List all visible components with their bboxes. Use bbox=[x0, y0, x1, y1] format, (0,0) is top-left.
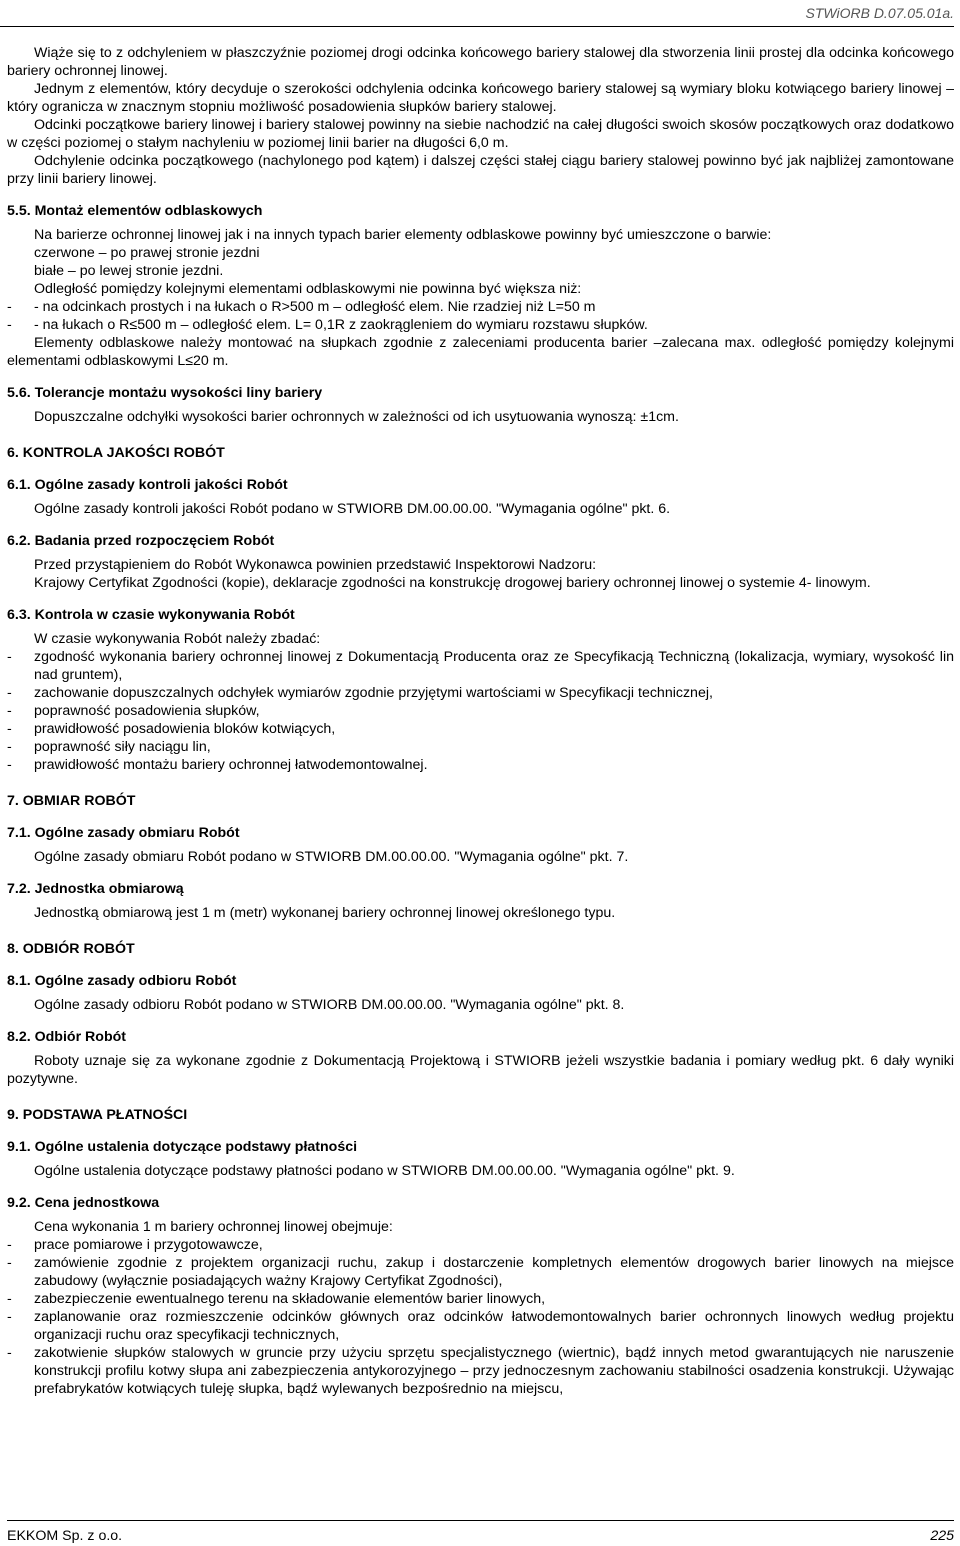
list-item bbox=[7, 738, 954, 756]
section-6-1-heading: 6.1. Ogólne zasady kontroli jakości Robót bbox=[7, 477, 288, 493]
list-item-text: zakotwienie słupków stalowych w gruncie przy użyciu sprzętu specjalistycznego (wiertnic), bądź innych metod gwarantujących nie naruszenie konstrukcji profilu kotwy słupa ani zabezpieczenia antykorozyjnego – przy jednoczesnym zachowaniu stabilności osadzenia konstrukcji. Używając prefabrykatów kotwiących tuleję słupka, bądź wylewanych bezpośrednio na miejscu, bbox=[34, 1345, 954, 1397]
section-8-1-heading: 8.1. Ogólne zasady odbioru Robót bbox=[7, 973, 237, 989]
s72-paragraph-1: Jednostką obmiarową jest 1 m (metr) wykonanej bariery ochronnej linowej określonego typu. bbox=[34, 905, 616, 921]
list-item-text: zamówienie zgodnie z projektem organizacji ruchu, zakup i dostarczenie kompletnych elementów drogowych barier linowych na miejsce zabudowy (wyłącznie posiadających ważny Krajowy Certyfikat Zgodności), bbox=[34, 1255, 954, 1289]
section-6-2-heading: 6.2. Badania przed rozpoczęciem Robót bbox=[7, 533, 275, 549]
dash-marker: - bbox=[7, 1345, 12, 1361]
s56-paragraph-1: Dopuszczalne odchyłki wysokości barier ochronnych w zależności od ich usytuowania wynoszą: ±1cm. bbox=[34, 409, 679, 425]
section-5-6-heading: 5.6. Tolerancje montażu wysokości liny bariery bbox=[7, 385, 323, 401]
dash-marker: - bbox=[7, 1291, 12, 1307]
list-item-text: poprawność posadowienia słupków, bbox=[34, 703, 260, 719]
s55-white-line: białe – po lewej stronie jezdni. bbox=[34, 263, 224, 279]
section-9-1-heading: 9.1. Ogólne ustalenia dotyczące podstawy płatności bbox=[7, 1139, 358, 1155]
dash-marker: - bbox=[7, 757, 12, 773]
intro-paragraph-1: Wiąże się to z odchyleniem w płaszczyźnie poziomej drogi odcinka końcowego bariery stalowej dla stworzenia linii prostej dla odcinka końcowego bariery ochronnej linowej. bbox=[7, 45, 954, 79]
section-5-5-heading: 5.5. Montaż elementów odblaskowych bbox=[7, 203, 263, 219]
list-item-text: poprawność siły naciągu lin, bbox=[34, 739, 211, 755]
section-7-heading: 7. OBMIAR ROBÓT bbox=[7, 793, 136, 809]
s82-paragraph-1: Roboty uznaje się za wykonane zgodnie z Dokumentacją Projektową i STWIORB jeżeli wszystkie badania i pomiary według pkt. 6 dały wyniki pozytywne. bbox=[7, 1053, 954, 1087]
page-body bbox=[7, 44, 954, 1398]
s81-paragraph-1: Ogólne zasady odbioru Robót podano w STWIORB DM.00.00.00. "Wymagania ogólne" pkt. 8. bbox=[34, 997, 625, 1013]
dash-marker: - bbox=[7, 703, 12, 719]
document-code: STWiORB D.07.05.01a. bbox=[805, 5, 954, 21]
list-item-text: prawidłowość posadowienia bloków kotwiących, bbox=[34, 721, 336, 737]
list-item bbox=[7, 702, 954, 720]
list-item-text: zaplanowanie oraz rozmieszczenie odcinków głównych oraz odcinków łatwodemontowalnych barier ochronnych linowych według projektu organizacji ruchu oraz specyfikacji technicznych, bbox=[34, 1309, 954, 1343]
s55-bullet-1-text: - na odcinkach prostych i na łukach o R>500 m – odległość elem. Nie rzadziej niż L=50 m bbox=[34, 299, 596, 315]
dash-marker: - bbox=[7, 721, 12, 737]
section-6-3-heading: 6.3. Kontrola w czasie wykonywania Robót bbox=[7, 607, 295, 623]
list-item-text: zgodność wykonania bariery ochronnej linowej z Dokumentacją Producenta oraz ze Specyfikacją Techniczną (lokalizacja, wymiary, wysokość lin nad gruntem), bbox=[34, 649, 954, 683]
s55-bullet-2-text: - na łukach o R≤500 m – odległość elem. L= 0,1R z zaokrągleniem do wymiaru rozstawu słupków. bbox=[34, 317, 648, 333]
list-item bbox=[7, 756, 954, 774]
page-header bbox=[0, 0, 954, 27]
dash-marker: - bbox=[7, 739, 12, 755]
section-8-2-heading: 8.2. Odbiór Robót bbox=[7, 1029, 127, 1045]
list-item bbox=[7, 1290, 954, 1308]
s55-red-line: czerwone – po prawej stronie jezdni bbox=[34, 245, 260, 261]
s71-paragraph-1: Ogólne zasady obmiaru Robót podano w STWIORB DM.00.00.00. "Wymagania ogólne" pkt. 7. bbox=[34, 849, 629, 865]
section-9-2-heading: 9.2. Cena jednostkowa bbox=[7, 1195, 160, 1211]
s92-paragraph-1: Cena wykonania 1 m bariery ochronnej linowej obejmuje: bbox=[34, 1219, 393, 1235]
dash-marker: - bbox=[7, 1255, 12, 1271]
section-8-heading: 8. ODBIÓR ROBÓT bbox=[7, 941, 135, 957]
list-item bbox=[7, 648, 954, 684]
section-7-2-heading: 7.2. Jednostka obmiarową bbox=[7, 881, 184, 897]
list-item bbox=[7, 720, 954, 738]
list-item bbox=[7, 1254, 954, 1290]
dash-marker: - bbox=[7, 1237, 12, 1253]
company-name: EKKOM Sp. z o.o. bbox=[7, 1528, 123, 1544]
s55-paragraph-1: Na barierze ochronnej linowej jak i na innych typach barier elementy odblaskowe powinny być umieszczone o barwie: bbox=[34, 227, 772, 243]
dash-marker: - bbox=[7, 649, 12, 665]
list-item-text: prace pomiarowe i przygotowawcze, bbox=[34, 1237, 263, 1253]
s55-bullet-1 bbox=[7, 298, 954, 316]
s61-paragraph-1: Ogólne zasady kontroli jakości Robót podano w STWIORB DM.00.00.00. "Wymagania ogólne" pkt. 6. bbox=[34, 501, 671, 517]
list-item bbox=[7, 1308, 954, 1344]
dash-marker: - bbox=[7, 317, 12, 333]
s91-paragraph-1: Ogólne ustalenia dotyczące podstawy płatności podano w STWIORB DM.00.00.00. "Wymagania ogólne" pkt. 9. bbox=[34, 1163, 735, 1179]
dash-marker: - bbox=[7, 1309, 12, 1325]
s55-paragraph-4: Odległość pomiędzy kolejnymi elementami odblaskowymi nie powinna być większa niż: bbox=[34, 281, 582, 297]
dash-marker: - bbox=[7, 299, 12, 315]
list-item bbox=[7, 1344, 954, 1398]
s62-paragraph-2: Krajowy Certyfikat Zgodności (kopie), deklaracje zgodności na konstrukcję drogowej bariery ochronnej linowej o systemie 4- linowym. bbox=[34, 575, 871, 591]
intro-paragraph-3: Odcinki początkowe bariery linowej i bariery stalowej powinny na siebie nachodzić na całej długości swoich skosów początkowych oraz dodatkowo w części poziomej o stałym nachyleniu w poziomej linii barier na długości 6,0 m. bbox=[7, 117, 954, 151]
intro-paragraph-4: Odchylenie odcinka początkowego (nachylonego pod kątem) i dalszej części stałej ciągu bariery stalowej powinno być jak najbliżej zamontowane przy linii bariery linowej. bbox=[7, 153, 954, 187]
list-item-text: zachowanie dopuszczalnych odchyłek wymiarów zgodnie przyjętymi wartościami w Specyfikacji technicznej, bbox=[34, 685, 713, 701]
list-item bbox=[7, 684, 954, 702]
section-9-heading: 9. PODSTAWA PŁATNOŚCI bbox=[7, 1107, 188, 1123]
page-footer bbox=[7, 1520, 954, 1545]
s63-paragraph-1: W czasie wykonywania Robót należy zbadać: bbox=[34, 631, 321, 647]
page-number: 225 bbox=[930, 1528, 954, 1544]
section-6-heading: 6. KONTROLA JAKOŚCI ROBÓT bbox=[7, 445, 225, 461]
intro-paragraph-2: Jednym z elementów, który decyduje o szerokości odchylenia odcinka końcowego bariery stalowej są wymiary bloku kotwiącego bariery linowej – który ogranicza w znacznym stopniu możliwość posadowienia słupków bariery stalowej. bbox=[7, 81, 954, 115]
section-7-1-heading: 7.1. Ogólne zasady obmiaru Robót bbox=[7, 825, 240, 841]
list-item-text: prawidłowość montażu bariery ochronnej łatwodemontowalnej. bbox=[34, 757, 428, 773]
list-item-text: zabezpieczenie ewentualnego terenu na składowanie elementów barier linowych, bbox=[34, 1291, 546, 1307]
s55-paragraph-5: Elementy odblaskowe należy montować na słupkach zgodnie z zaleceniami producenta barier –zalecana max. odległość pomiędzy kolejnymi elementami odblaskowymi L≤20 m. bbox=[7, 335, 954, 369]
s55-bullet-2 bbox=[7, 316, 954, 334]
dash-marker: - bbox=[7, 685, 12, 701]
s62-paragraph-1: Przed przystąpieniem do Robót Wykonawca powinien przedstawić Inspektorowi Nadzoru: bbox=[34, 557, 597, 573]
list-item bbox=[7, 1236, 954, 1254]
